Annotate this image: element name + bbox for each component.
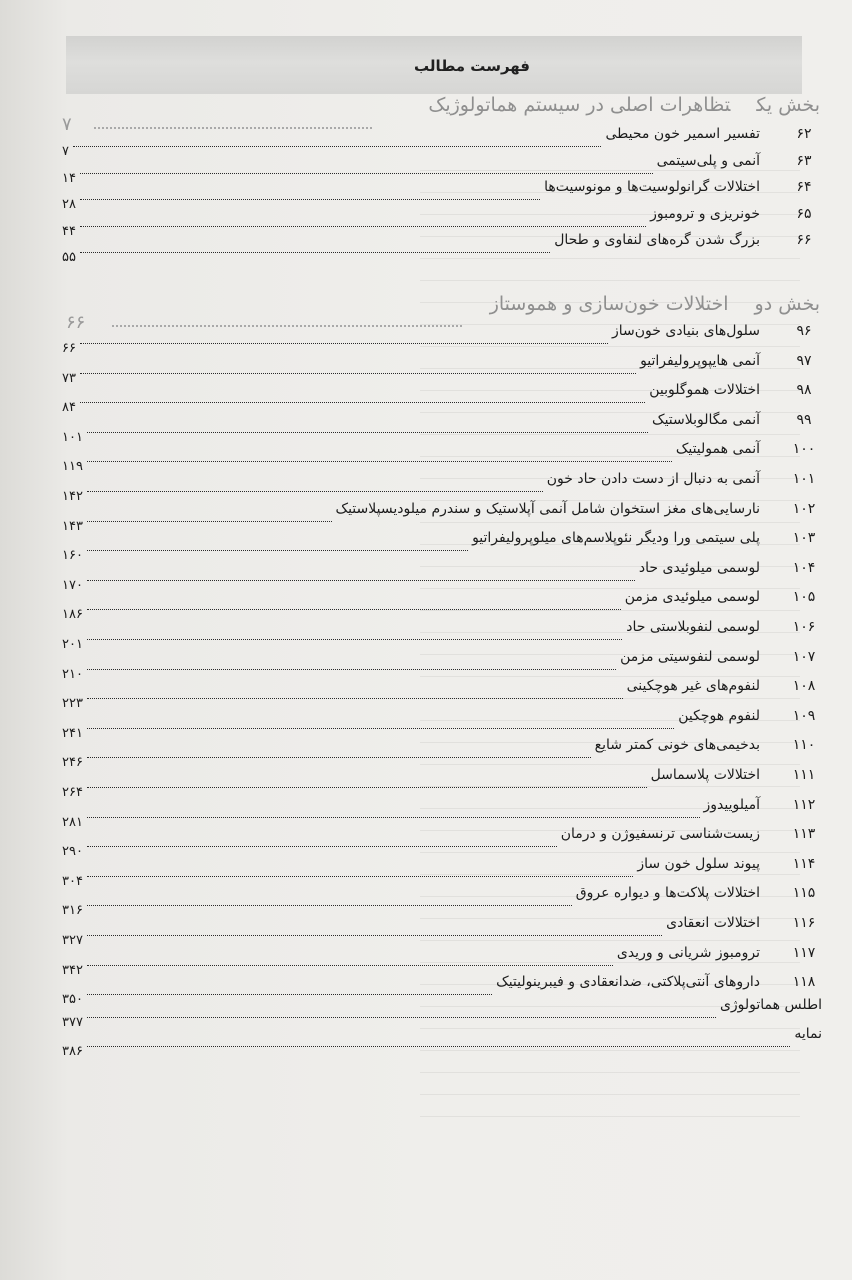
section-heading-1 — [428, 94, 820, 124]
chapter-number: ۱۰۷ — [792, 648, 816, 665]
page-number: ۸۴ — [62, 400, 76, 416]
chapter-title: آنمی به دنبال از دست دادن حاد خون — [546, 471, 760, 487]
dot-leader — [87, 1017, 716, 1018]
toc-back-matter — [62, 1026, 822, 1059]
dot-leader — [87, 669, 616, 670]
chapter-number: ۹۶ — [796, 323, 812, 339]
toc-entry — [62, 855, 822, 889]
chapter-title: لوسمی میلوئیدی حاد — [638, 559, 760, 576]
dot-leader — [87, 905, 572, 906]
toc-entry — [62, 678, 822, 712]
section-heading-2 — [490, 293, 820, 323]
toc-entry — [62, 767, 822, 800]
toc-entry — [62, 205, 822, 239]
chapter-title: اختلالات پلاکت‌ها و دیواره عروق — [575, 885, 760, 902]
toc-entry — [62, 352, 822, 386]
dot-leader — [87, 639, 622, 640]
page-number: ۱۷۰ — [62, 577, 83, 593]
chapter-title: داروهای آنتی‌پلاکتی، ضدانعقادی و فیبرینولیتیک — [496, 974, 760, 991]
chapter-title: ترومبوز شریانی و وریدی — [616, 944, 760, 961]
toc-entry — [62, 915, 822, 948]
page-number: ۲۴۱ — [62, 725, 83, 741]
chapter-title: پیوند سلول خون ساز — [637, 855, 760, 872]
page-number: ۶۶ — [62, 341, 76, 356]
page-number: ۲۴۶ — [62, 755, 83, 771]
dot-leader — [87, 935, 662, 936]
chapter-title: اطلس هماتولوژی — [719, 997, 822, 1013]
page-number: ۳۲۷ — [62, 933, 83, 948]
toc-entry — [62, 648, 822, 682]
dot-leader — [80, 402, 645, 403]
dot-leader — [80, 226, 646, 227]
toc-entry — [62, 152, 822, 186]
page-number: ۳۰۴ — [62, 873, 83, 889]
toc-entry — [62, 796, 822, 830]
section-label: بخش یک — [756, 94, 820, 116]
chapter-number: ۱۰۰ — [792, 441, 816, 458]
toc-entry — [62, 826, 822, 860]
dot-leader — [87, 432, 648, 433]
toc-entry — [62, 471, 822, 504]
chapter-title: اختلالات گرانولوسیت‌ها و مونوسیت‌ها — [544, 179, 760, 195]
dot-leader — [80, 199, 540, 200]
dot-leader — [87, 965, 613, 966]
page-number: ۲۸ — [62, 197, 76, 212]
dot-leader — [87, 521, 332, 522]
chapter-number: ۱۱۵ — [792, 885, 816, 902]
chapter-title: آنمی هایپوپرولیفراتیو — [640, 352, 760, 369]
chapter-number: ۶۴ — [796, 179, 812, 195]
chapter-number: ۱۰۲ — [792, 500, 816, 517]
chapter-number: ۱۰۳ — [792, 530, 816, 547]
chapter-number: ۹۸ — [796, 382, 812, 399]
toc-entry — [62, 589, 822, 623]
toc-entry — [62, 382, 822, 416]
page-number: ۱۶۰ — [62, 548, 83, 564]
chapter-title: لنفوم‌های غیر هوچکینی — [626, 678, 760, 695]
chapter-title: اختلالات پلاسماسل — [650, 767, 760, 783]
dot-leader — [87, 1046, 790, 1047]
section-page: ۷ — [62, 114, 72, 135]
chapter-number: ۱۱۶ — [792, 915, 816, 931]
page-number: ۳۷۷ — [62, 1015, 83, 1030]
toc-entry — [62, 441, 822, 475]
page-number: ۱۱۹ — [62, 459, 83, 475]
chapter-number: ۱۱۳ — [792, 826, 816, 843]
page-number: ۲۹۰ — [62, 844, 83, 860]
dot-leader — [87, 609, 621, 610]
toc-entry — [62, 126, 822, 159]
chapter-number: ۱۰۹ — [792, 707, 816, 724]
chapter-title: نارسایی‌های مغز استخوان شامل آنمی آپلاستیک و سندرم میلودیسپلاستیک — [335, 500, 760, 517]
page-number: ۲۶۴ — [62, 785, 83, 800]
chapter-title: سلول‌های بنیادی خون‌ساز — [611, 323, 760, 339]
dot-leader — [87, 461, 672, 462]
toc-entry — [62, 944, 822, 978]
dot-leader — [87, 491, 543, 492]
chapter-number: ۹۹ — [796, 411, 812, 428]
chapter-number: ۶۲ — [796, 126, 812, 142]
chapter-title: آمیلوییدوز — [703, 796, 760, 813]
page-number: ۳۸۶ — [62, 1044, 83, 1059]
page-number: ۱۴۳ — [62, 518, 83, 534]
page-number: ۲۱۰ — [62, 666, 83, 682]
page-number: ۲۸۱ — [62, 814, 83, 830]
toc-entry — [62, 323, 822, 356]
dot-leader — [87, 876, 633, 877]
dot-leader — [73, 146, 602, 147]
page-number: ۳۱۶ — [62, 903, 83, 919]
chapter-number: ۱۰۴ — [792, 559, 816, 576]
page-number: ۵۵ — [62, 250, 76, 265]
dot-leader — [87, 580, 635, 581]
chapter-number: ۶۶ — [796, 232, 812, 248]
section-label: بخش دو — [754, 293, 820, 315]
toc-entry — [62, 737, 822, 771]
page-number: ۴۴ — [62, 223, 76, 239]
chapter-number: ۶۳ — [796, 152, 812, 169]
page-number: ۷۳ — [62, 370, 76, 386]
chapter-title: آنمی همولیتیک — [675, 441, 760, 458]
page-number: ۲۲۳ — [62, 696, 83, 712]
chapter-title: لوسمی لنفوبلاستی حاد — [626, 619, 760, 635]
chapter-title: بدخیمی‌های خونی کمتر شایع — [594, 737, 760, 754]
chapter-title: آنمی مگالوبلاستیک — [652, 411, 760, 428]
dot-leader — [80, 343, 608, 344]
chapter-title: لوسمی میلوئیدی مزمن — [624, 589, 760, 606]
dot-leader — [87, 698, 623, 699]
dot-leader — [87, 994, 492, 995]
dot-leader — [80, 173, 653, 174]
toc-entry — [62, 411, 822, 445]
page-title: فهرست مطالب — [414, 57, 530, 75]
chapter-title: نمایه — [794, 1026, 822, 1042]
section-title: اختلالات خون‌سازی و هموستاز — [489, 293, 729, 315]
chapter-number: ۱۱۱ — [792, 767, 816, 783]
dot-leader — [87, 846, 557, 847]
section-page: ۶۶ — [66, 312, 86, 333]
chapter-number: ۶۵ — [796, 205, 812, 222]
chapter-number: ۱۱۰ — [792, 737, 816, 754]
chapter-title: تفسیر اسمیر خون محیطی — [605, 126, 760, 142]
dot-leader — [87, 787, 647, 788]
toc-entry — [62, 232, 822, 265]
chapter-number: ۱۰۵ — [792, 589, 816, 606]
dot-leader — [87, 817, 700, 818]
chapter-title: لوسمی لنفوسیتی مزمن — [620, 648, 760, 665]
dot-leader — [87, 757, 591, 758]
chapter-title: اختلالات هموگلوبین — [649, 382, 760, 399]
chapter-number: ۱۱۴ — [792, 855, 816, 872]
toc-entry — [62, 530, 822, 564]
chapter-title: بزرگ شدن گره‌های لنفاوی و طحال — [554, 232, 760, 248]
toc-entry — [62, 619, 822, 652]
toc-entry — [62, 885, 822, 919]
chapter-number: ۱۰۸ — [792, 678, 816, 695]
chapter-title: لنفوم هوچکین — [678, 707, 760, 724]
chapter-number: ۱۰۶ — [792, 619, 816, 635]
toc-entry — [62, 179, 822, 212]
dot-leader — [80, 373, 636, 374]
toc-entry — [62, 707, 822, 741]
page-number: ۱۴۲ — [62, 489, 83, 504]
chapter-title: آنمی و پلی‌سیتمی — [656, 152, 760, 169]
dot-leader — [80, 252, 550, 253]
chapter-number: ۱۱۸ — [792, 974, 816, 991]
section-title: تظاهرات اصلی در سیستم هماتولوژیک — [428, 94, 731, 116]
chapter-title: اختلالات انعقادی — [666, 915, 760, 931]
page-number: ۲۰۱ — [62, 637, 83, 652]
chapter-number: ۱۱۷ — [792, 944, 816, 961]
page-number: ۳۵۰ — [62, 992, 83, 1008]
page-number: ۳۴۲ — [62, 962, 83, 978]
chapter-number: ۹۷ — [796, 352, 812, 369]
dot-leader — [87, 728, 674, 729]
chapter-number: ۱۱۲ — [792, 796, 816, 813]
chapter-title: خونریزی و ترومبوز — [650, 205, 760, 222]
chapter-number: ۱۰۱ — [792, 471, 816, 487]
toc-back-matter — [62, 997, 822, 1030]
dot-leader — [87, 550, 468, 551]
page-number: ۱۴ — [62, 170, 76, 186]
chapter-title: پلی سیتمی ورا ودیگر نئوپلاسم‌های میلوپرولیفراتیو — [472, 530, 760, 547]
page-number: ۷ — [62, 144, 69, 159]
chapter-title: زیست‌شناسی ترنسفیوژن و درمان — [560, 826, 760, 843]
toc-entry — [62, 559, 822, 593]
page-number: ۱۸۶ — [62, 607, 83, 623]
toc-entry — [62, 500, 822, 534]
page-number: ۱۰۱ — [62, 429, 83, 445]
